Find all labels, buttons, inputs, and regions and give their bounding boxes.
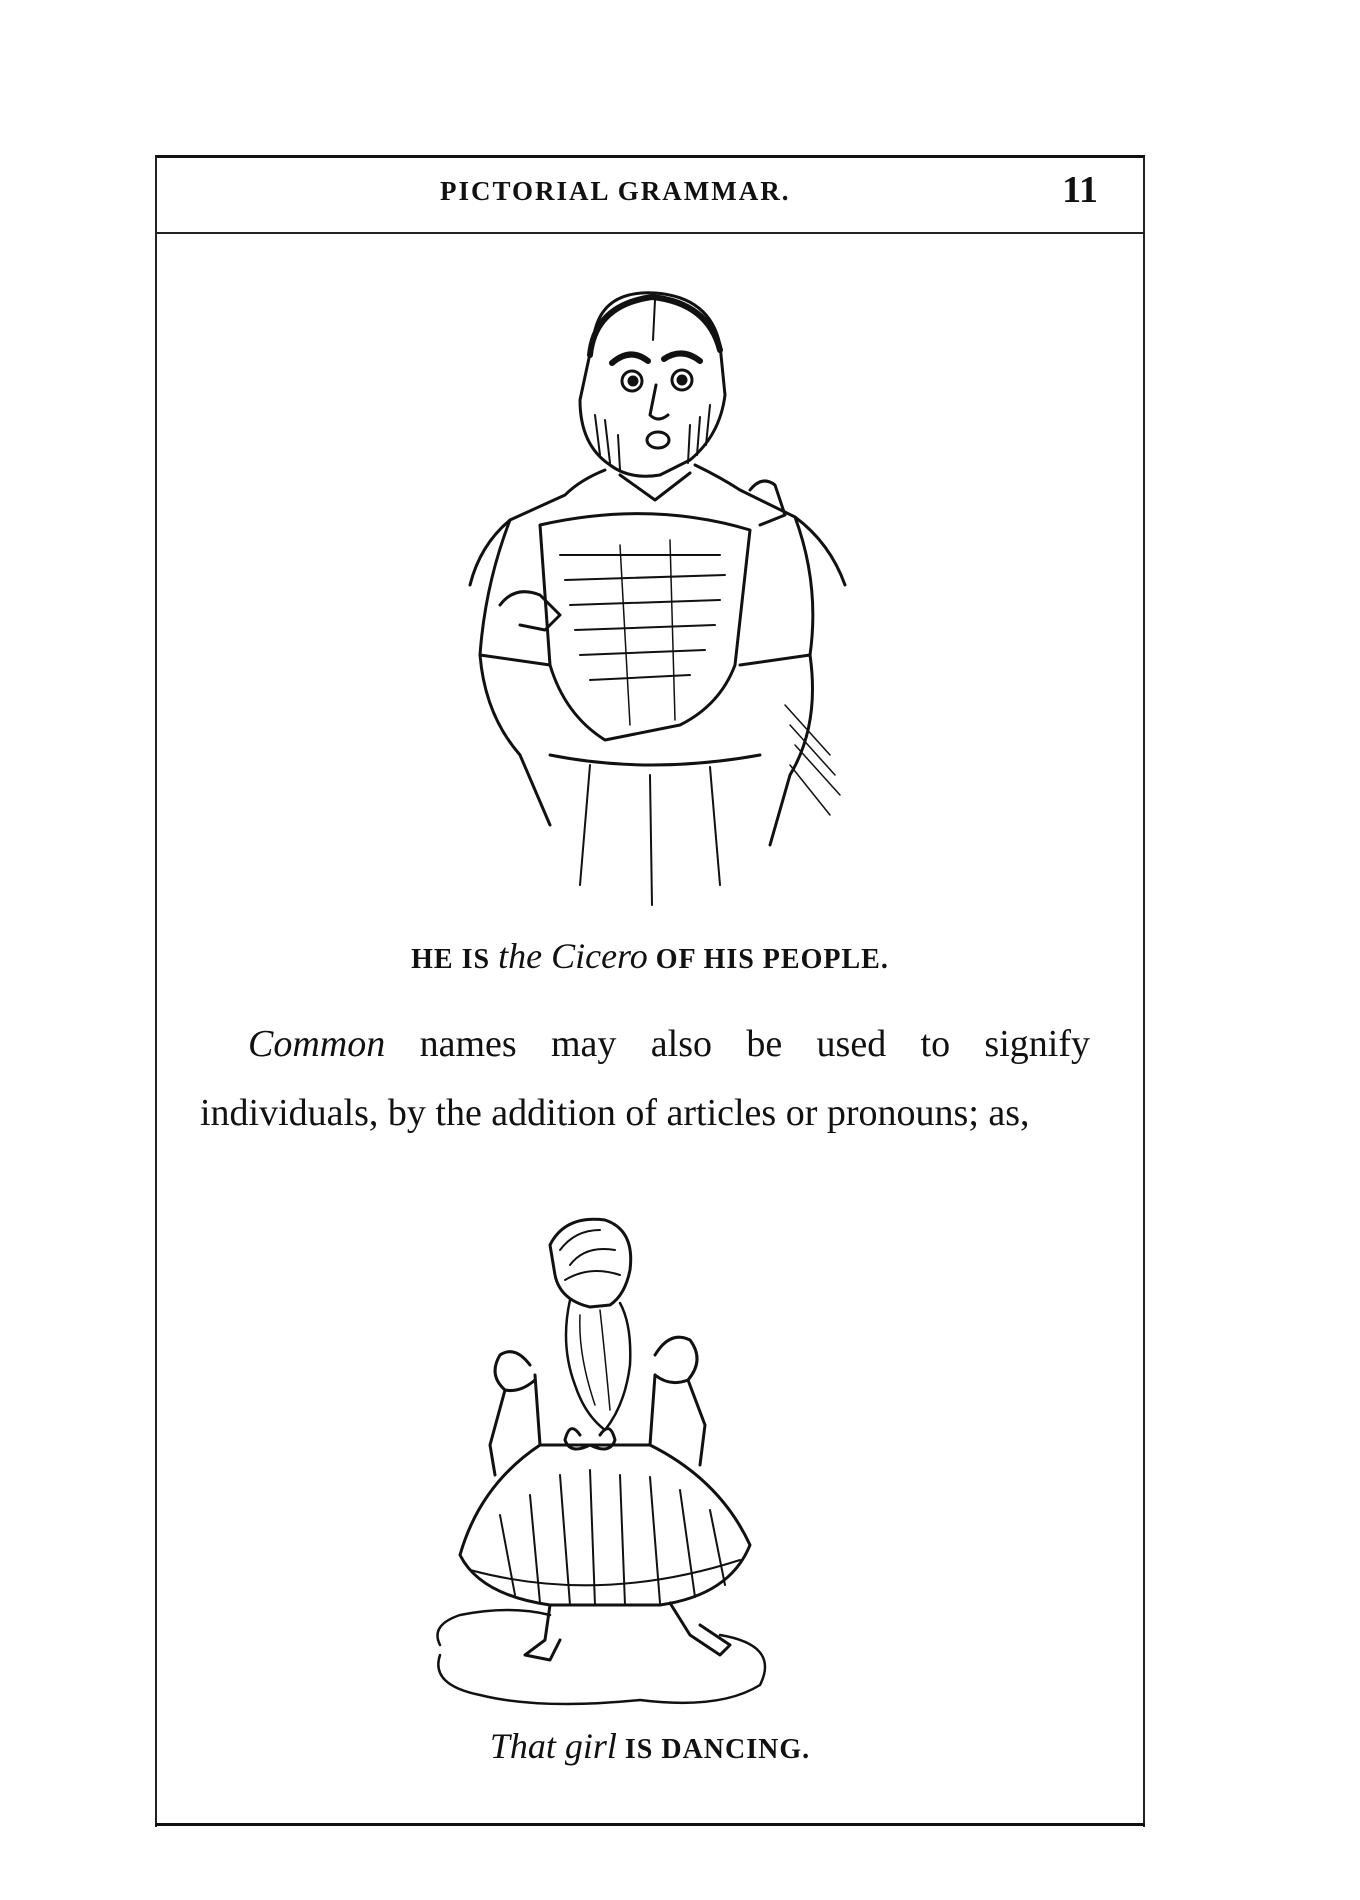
body-paragraph	[200, 1010, 1090, 1148]
man-holding-newspaper-illustration	[390, 285, 910, 915]
caption-1-pre: HE IS	[411, 944, 499, 975]
caption-2-post: IS DANCING.	[616, 1734, 811, 1765]
header-rule	[155, 232, 1145, 234]
page-number: 11	[1062, 169, 1098, 211]
running-title: PICTORIAL GRAMMAR.	[440, 176, 791, 206]
caption-2-italic: That girl	[489, 1726, 617, 1766]
figure-1-caption	[155, 935, 1145, 977]
girl-dancing-illustration	[420, 1215, 880, 1725]
figure-2-caption	[155, 1725, 1145, 1767]
caption-1-post: OF HIS PEOPLE.	[647, 944, 889, 975]
paragraph-italic-lead: Common	[248, 1023, 386, 1065]
caption-1-italic: the Cicero	[498, 936, 648, 976]
paragraph-text: names may also be used to signify individuals, by the addition of articles or pronouns; as,	[200, 1023, 1090, 1134]
bottom-rule	[155, 1823, 1145, 1826]
